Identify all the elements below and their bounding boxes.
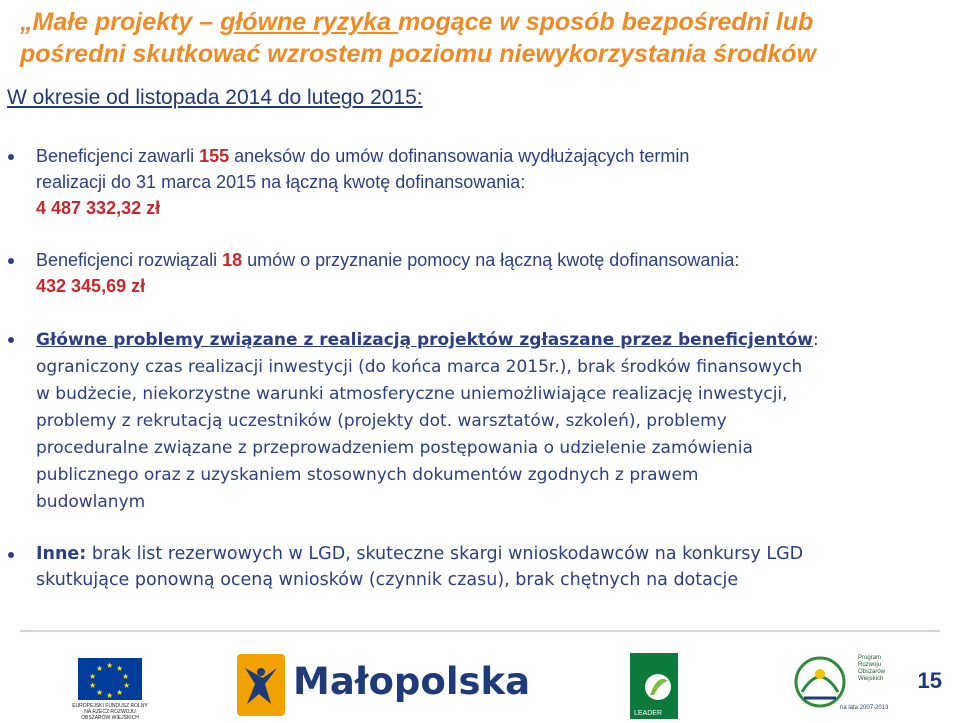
prow-text: Program Rozwoju Obszarów Wiejskich bbox=[858, 655, 886, 682]
b1-count: 155 bbox=[199, 146, 230, 166]
bullet-terminated bbox=[0, 247, 950, 299]
title-open-quote: „ bbox=[20, 8, 33, 36]
prow-years: na lata 2007-2013 bbox=[840, 705, 889, 711]
slide-subtitle: W okresie od listopada 2014 do lutego 2015: bbox=[7, 86, 423, 109]
bullet-annexes bbox=[0, 143, 950, 221]
eu-flag-icon: ★ ★ ★ ★ ★ ★ ★ ★ ★ ★ bbox=[78, 658, 142, 700]
footer-logos bbox=[0, 640, 960, 723]
b3-line1: ograniczony czas realizacji inwestycji (do końca marca 2015r.), brak środków finansowych bbox=[36, 357, 803, 377]
slide-title bbox=[20, 6, 940, 70]
title-dash: – bbox=[192, 8, 221, 36]
bullet-list bbox=[0, 143, 950, 593]
b1-amount: 4 487 332,32 zł bbox=[36, 198, 161, 218]
b3-line2: w budżecie, niekorzystne warunki atmosferyczne uniemożliwiające realizację inwestycji, bbox=[36, 384, 788, 404]
leader-logo-icon bbox=[630, 653, 678, 719]
title-underlined: główne ryzyka bbox=[220, 8, 398, 36]
b4-line2: skutkujące ponowną oceną wniosków (czynnik czasu), brak chętnych na dotacje bbox=[36, 570, 739, 590]
b1-post: aneksów do umów dofinansowania wydłużających termin bbox=[229, 146, 690, 166]
eu-fund-logo bbox=[70, 658, 150, 721]
b2-pre: Beneficjenci rozwiązali bbox=[36, 250, 223, 270]
leader-text: LEADER bbox=[634, 710, 663, 717]
bullet-other bbox=[0, 541, 950, 593]
b3-colon: : bbox=[812, 330, 819, 350]
bullet-problems bbox=[0, 326, 950, 515]
b3-line5: publicznego oraz z uzyskaniem stosownych dokumentów zgodnych z prawem bbox=[36, 465, 699, 485]
title-rest: mogące w sposób bezpośredni lub bbox=[397, 8, 814, 36]
eu-fund-text: EUROPEJSKI FUNDUSZ ROLNY NA RZECZ ROZWOJU OBSZARÓW WIEJSKICH bbox=[72, 703, 148, 721]
b3-line4: proceduralne związane z przeprowadzeniem postępowania o udzielenie zamówienia bbox=[36, 438, 753, 458]
b3-line6: budowlanym bbox=[36, 492, 146, 512]
b2-count: 18 bbox=[222, 250, 243, 270]
title-line2: pośredni skutkować wzrostem poziomu niewykorzystania środków bbox=[20, 40, 817, 68]
b2-post: umów o przyznanie pomocy na łączną kwotę dofinansowania: bbox=[242, 250, 740, 270]
b3-line3: problemy z rekrutacją uczestników (projekty dot. warsztatów, szkoleń), problemy bbox=[36, 411, 727, 431]
malopolska-emblem-icon bbox=[237, 654, 285, 716]
page-number: 15 bbox=[917, 668, 942, 693]
b3-heading: Główne problemy związane z realizacją projektów zgłaszane przez beneficjentów bbox=[36, 330, 813, 350]
b4-line1: brak list rezerwowych w LGD, skuteczne skargi wnioskodawców na konkursy LGD bbox=[86, 544, 804, 564]
b2-amount: 432 345,69 zł bbox=[36, 276, 146, 296]
b4-heading: Inne: bbox=[36, 544, 87, 564]
title-lead: Małe projekty bbox=[32, 8, 193, 36]
malopolska-wordmark: Małopolska bbox=[293, 660, 531, 703]
footer-divider bbox=[20, 630, 940, 632]
b1-pre: Beneficjenci zawarli bbox=[36, 146, 200, 166]
b1-line2: realizacji do 31 marca 2015 na łączną kwotę dofinansowania: bbox=[36, 172, 526, 192]
